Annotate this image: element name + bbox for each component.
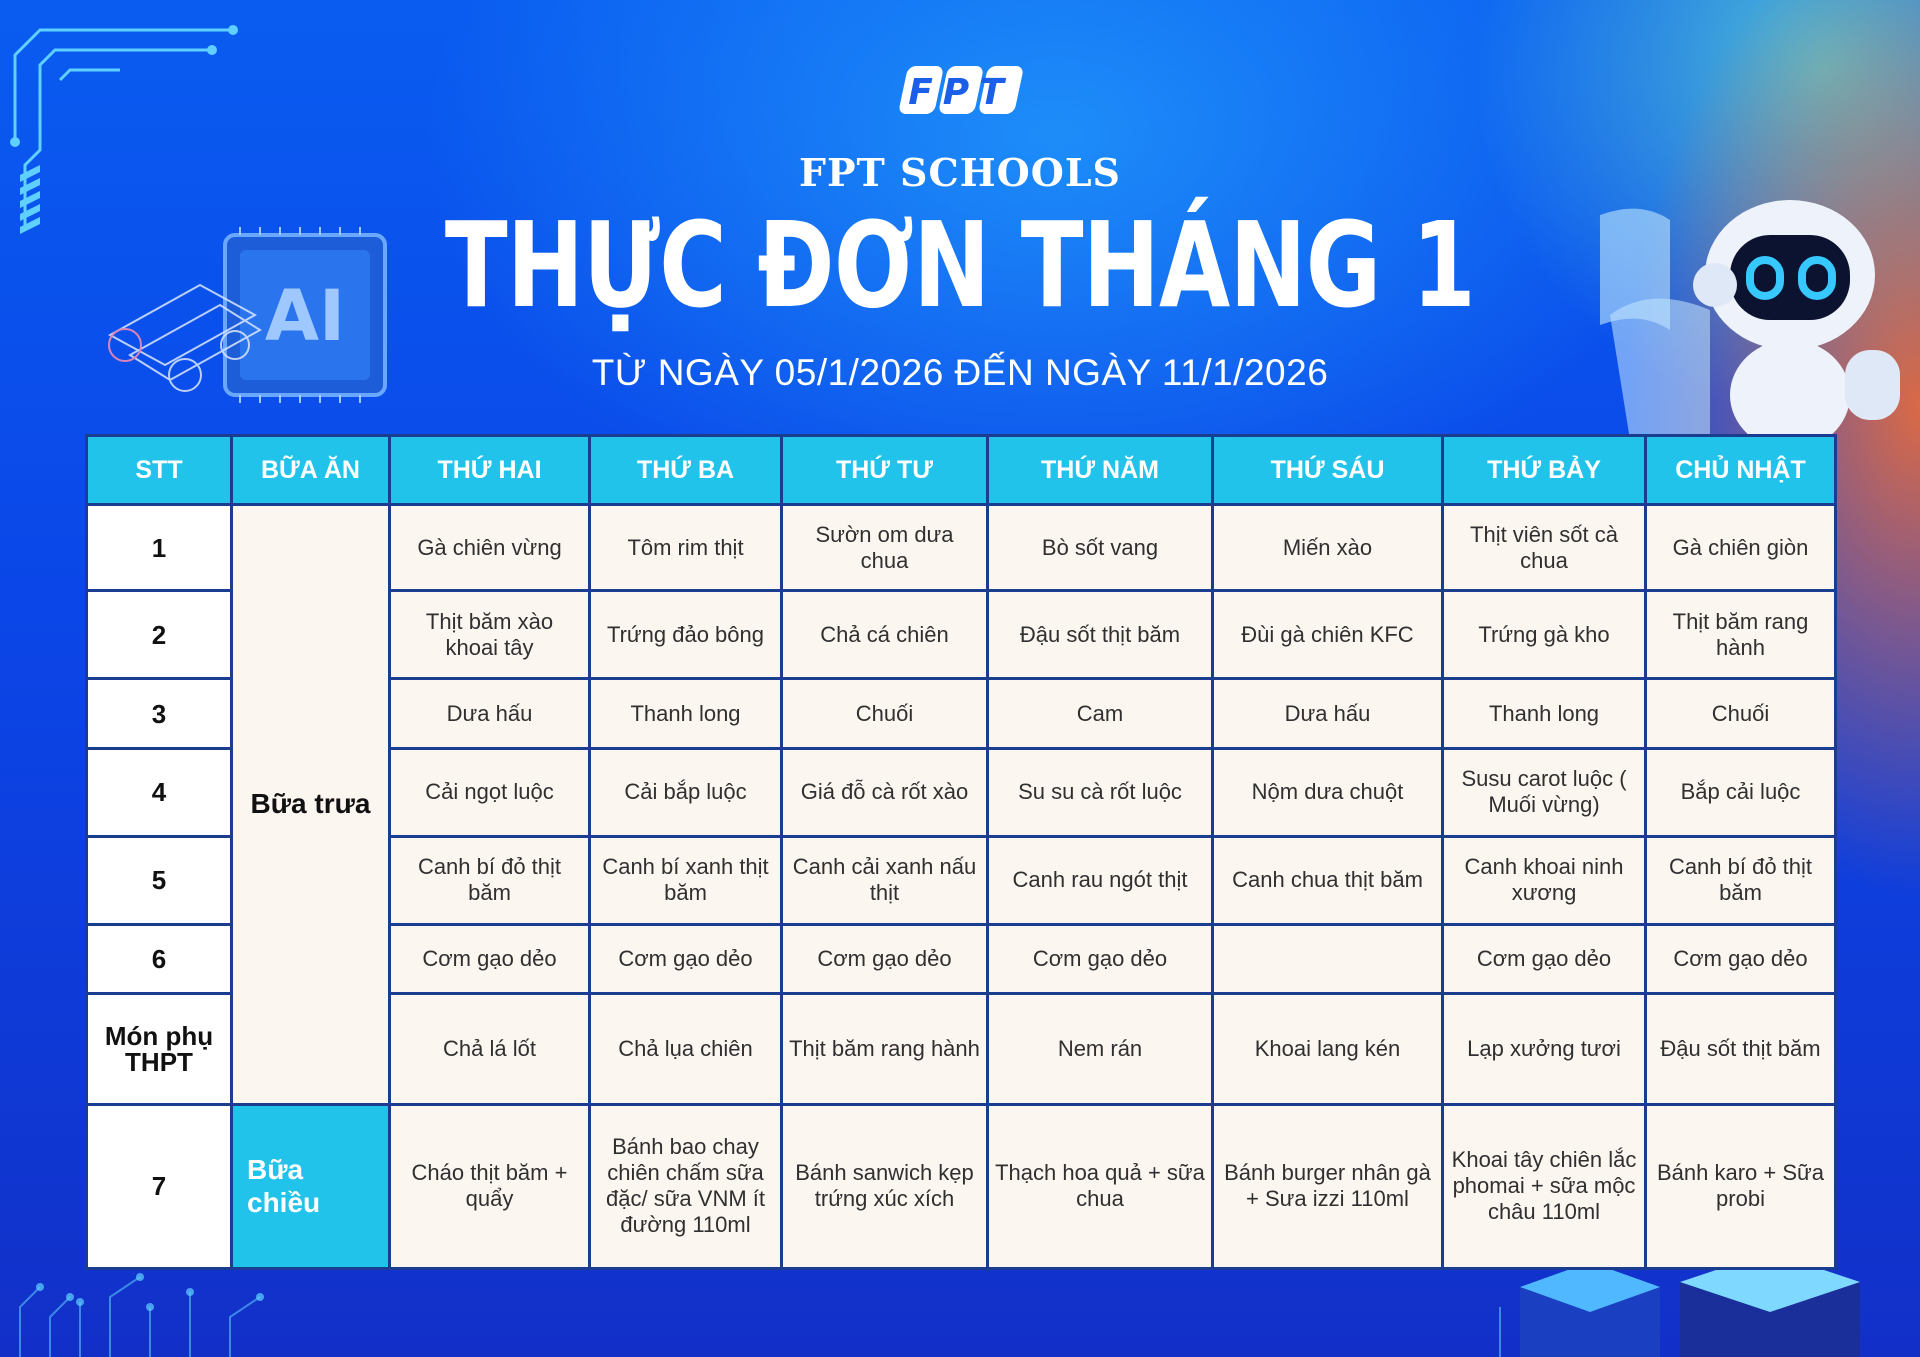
dish-cell: Bánh bao chay chiên chấm sữa đặc/ sữa VNM ít đường 110ml (590, 1104, 782, 1269)
dish-cell: Đậu sốt thịt băm (988, 591, 1213, 679)
dish-cell: Canh bí đỏ thịt băm (1646, 836, 1836, 924)
chip-label: AI (264, 275, 346, 357)
column-header: THỨ BẢY (1443, 436, 1646, 505)
menu-table (85, 434, 1837, 1270)
dish-cell: Lạp xưởng tươi (1443, 994, 1646, 1104)
dish-cell: Dưa hấu (390, 679, 590, 748)
brand-name: FPT SCHOOLS (798, 150, 1121, 195)
dish-cell: Chuối (1646, 679, 1836, 748)
dish-cell: Trứng đảo bông (590, 591, 782, 679)
dish-cell: Cơm gạo dẻo (1646, 925, 1836, 994)
dish-cell: Đậu sốt thịt băm (1646, 994, 1836, 1104)
dish-cell: Canh chua thịt băm (1213, 836, 1443, 924)
table-row (87, 1104, 1836, 1269)
column-header: CHỦ NHẬT (1646, 436, 1836, 505)
dish-cell: Cải bắp luộc (590, 748, 782, 836)
dish-cell: Canh bí đỏ thịt băm (390, 836, 590, 924)
dish-cell: Cơm gạo dẻo (390, 925, 590, 994)
dish-cell: Chuối (782, 679, 988, 748)
dish-cell: Trứng gà kho (1443, 591, 1646, 679)
column-header: THỨ BA (590, 436, 782, 505)
dish-cell: Chả lụa chiên (590, 994, 782, 1104)
dish-cell: Thạch hoa quả + sữa chua (988, 1104, 1213, 1269)
dish-cell: Thanh long (1443, 679, 1646, 748)
fpt-logo-icon (895, 62, 1027, 118)
dish-cell: Thịt băm rang hành (782, 994, 988, 1104)
dish-cell: Thịt viên sốt cà chua (1443, 505, 1646, 591)
dish-cell: Thịt băm xào khoai tây (390, 591, 590, 679)
dish-cell: Cam (988, 679, 1213, 748)
dish-cell: Bánh burger nhân gà + Sưa izzi 110ml (1213, 1104, 1443, 1269)
dish-cell: Su su cà rốt luộc (988, 748, 1213, 836)
table-row (87, 505, 1836, 591)
meal-label-afternoon: Bữa chiều (232, 1104, 390, 1269)
dish-cell: Cơm gạo dẻo (988, 925, 1213, 994)
dish-cell: Sườn om dưa chua (782, 505, 988, 591)
dish-cell: Nem rán (988, 994, 1213, 1104)
row-number: Món phụ THPT (87, 994, 232, 1104)
dish-cell: Tôm rim thịt (590, 505, 782, 591)
column-header: THỨ NĂM (988, 436, 1213, 505)
date-range: TỪ NGÀY 05/1/2026 ĐẾN NGÀY 11/1/2026 (591, 352, 1329, 393)
dish-cell: Susu carot luộc ( Muối vừng) (1443, 748, 1646, 836)
dish-cell: Nộm dưa chuột (1213, 748, 1443, 836)
dish-cell: Cháo thịt băm + quẩy (390, 1104, 590, 1269)
dish-cell: Canh cải xanh nấu thịt (782, 836, 988, 924)
row-number: 3 (87, 679, 232, 748)
row-number: 4 (87, 748, 232, 836)
dish-cell: Canh bí xanh thịt băm (590, 836, 782, 924)
dish-cell: Chả lá lốt (390, 994, 590, 1104)
logo-text: FPT (908, 72, 1014, 113)
row-number: 5 (87, 836, 232, 924)
dish-cell: Khoai tây chiên lắc phomai + sữa mộc châu 110ml (1443, 1104, 1646, 1269)
dish-cell: Cơm gạo dẻo (1443, 925, 1646, 994)
dish-cell: Cơm gạo dẻo (590, 925, 782, 994)
dish-cell: Cải ngọt luộc (390, 748, 590, 836)
meal-label-lunch: Bữa trưa (232, 505, 390, 1105)
table-header-row (87, 436, 1836, 505)
column-header: STT (87, 436, 232, 505)
dish-cell: Khoai lang kén (1213, 994, 1443, 1104)
dish-cell: Dưa hấu (1213, 679, 1443, 748)
dish-cell: Giá đỗ cà rốt xào (782, 748, 988, 836)
dish-cell (1213, 925, 1443, 994)
column-header: THỨ SÁU (1213, 436, 1443, 505)
column-header: THỨ TƯ (782, 436, 988, 505)
row-number: 1 (87, 505, 232, 591)
column-header: BỮA ĂN (232, 436, 390, 505)
column-header: THỨ HAI (390, 436, 590, 505)
row-number: 7 (87, 1104, 232, 1269)
dish-cell: Đùi gà chiên KFC (1213, 591, 1443, 679)
dish-cell: Chả cá chiên (782, 591, 988, 679)
dish-cell: Cơm gạo dẻo (782, 925, 988, 994)
dish-cell: Bắp cải luộc (1646, 748, 1836, 836)
dish-cell: Gà chiên giòn (1646, 505, 1836, 591)
dish-cell: Bánh karo + Sữa probi (1646, 1104, 1836, 1269)
dish-cell: Miến xào (1213, 505, 1443, 591)
dish-cell: Canh khoai ninh xương (1443, 836, 1646, 924)
dish-cell: Canh rau ngót thịt (988, 836, 1213, 924)
dish-cell: Thịt băm rang hành (1646, 591, 1836, 679)
row-number: 2 (87, 591, 232, 679)
row-number: 6 (87, 925, 232, 994)
dish-cell: Gà chiên vừng (390, 505, 590, 591)
dish-cell: Bánh sanwich kẹp trứng xúc xích (782, 1104, 988, 1269)
dish-cell: Thanh long (590, 679, 782, 748)
page-title: THỰC ĐƠN THÁNG 1 (444, 196, 1476, 334)
dish-cell: Bò sốt vang (988, 505, 1213, 591)
